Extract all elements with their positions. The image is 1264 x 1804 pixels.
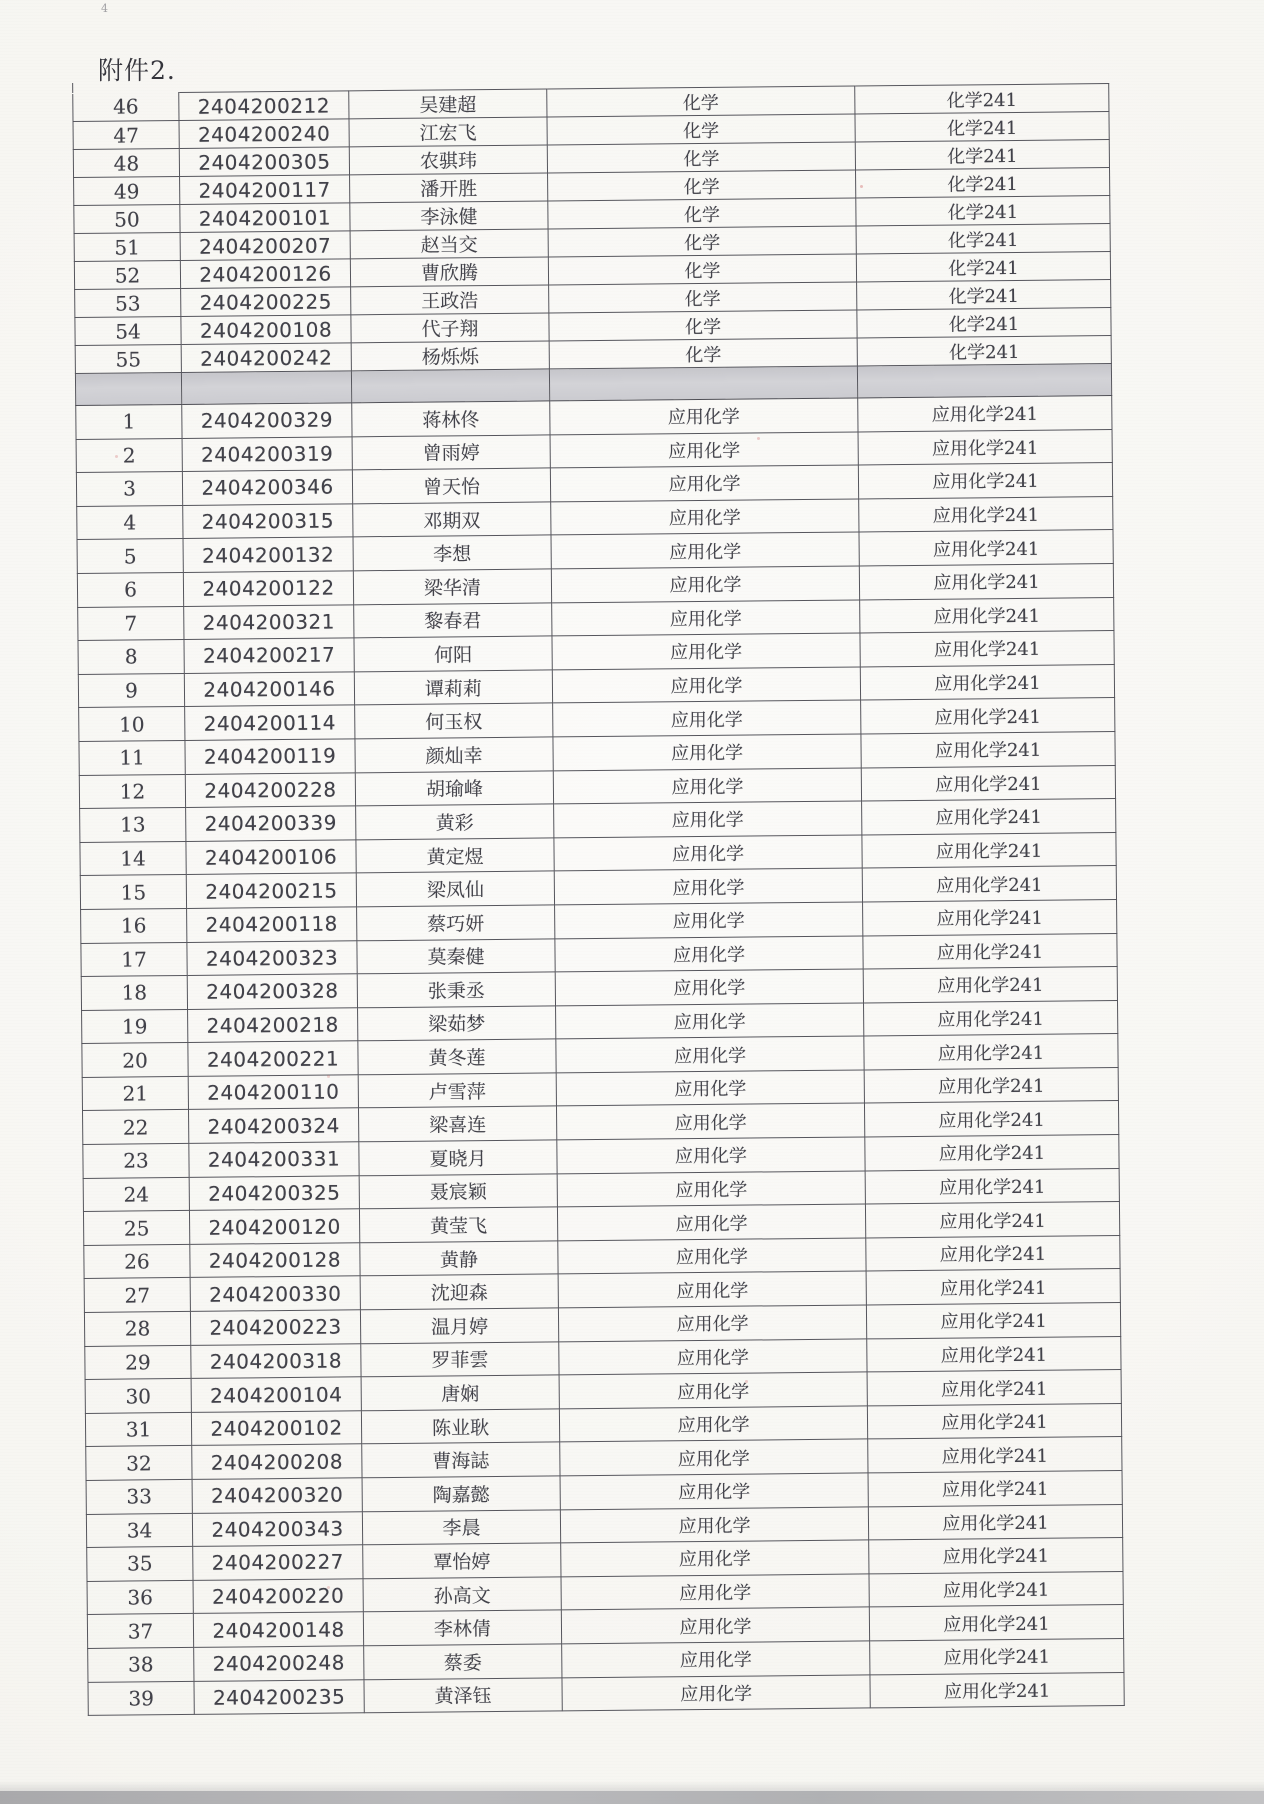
row-number-cell: 33 bbox=[86, 1479, 192, 1514]
major-cell: 应用化学 bbox=[556, 1036, 864, 1073]
class-cell: 化学241 bbox=[856, 168, 1110, 198]
name-cell: 莫秦健 bbox=[357, 938, 555, 973]
student-id-cell: 2404200208 bbox=[192, 1444, 362, 1479]
major-cell: 应用化学 bbox=[559, 1339, 867, 1376]
row-number-cell: 7 bbox=[78, 606, 184, 641]
major-cell: 应用化学 bbox=[553, 700, 861, 737]
class-cell: 应用化学241 bbox=[858, 463, 1112, 499]
major-cell: 化学 bbox=[549, 310, 857, 341]
name-cell: 沈迎森 bbox=[360, 1274, 558, 1309]
name-cell: 黄彩 bbox=[356, 804, 554, 839]
row-number-cell: 27 bbox=[84, 1278, 190, 1313]
separator-cell bbox=[181, 371, 351, 405]
major-cell: 应用化学 bbox=[556, 1103, 864, 1140]
row-number-cell: 12 bbox=[79, 774, 185, 809]
row-number-cell: 39 bbox=[88, 1681, 194, 1716]
student-id-cell: 2404200220 bbox=[193, 1579, 363, 1614]
row-number-cell: 46 bbox=[73, 92, 179, 121]
row-number-cell: 22 bbox=[83, 1110, 189, 1145]
student-id-cell: 2404200328 bbox=[187, 974, 357, 1009]
class-cell: 应用化学241 bbox=[864, 1101, 1118, 1137]
major-cell: 应用化学 bbox=[553, 767, 861, 804]
student-id-cell: 2404200242 bbox=[181, 343, 351, 373]
name-cell: 赵当交 bbox=[350, 229, 548, 259]
row-number-cell: 37 bbox=[87, 1614, 193, 1649]
separator-cell bbox=[75, 372, 181, 405]
class-cell: 应用化学241 bbox=[867, 1336, 1121, 1372]
major-cell: 应用化学 bbox=[552, 600, 860, 637]
student-id-cell: 2404200227 bbox=[193, 1545, 363, 1580]
row-number-cell: 38 bbox=[88, 1647, 194, 1682]
major-cell: 应用化学 bbox=[552, 633, 860, 670]
row-number-cell: 18 bbox=[81, 976, 187, 1011]
class-cell: 化学241 bbox=[855, 140, 1109, 170]
name-cell: 梁凤仙 bbox=[356, 871, 554, 906]
separator-cell bbox=[351, 369, 549, 403]
row-number-cell: 28 bbox=[84, 1311, 190, 1346]
major-cell: 应用化学 bbox=[551, 532, 859, 569]
major-cell: 应用化学 bbox=[560, 1473, 868, 1510]
name-cell: 蔡巧妍 bbox=[357, 905, 555, 940]
class-cell: 应用化学241 bbox=[858, 429, 1112, 465]
student-id-cell: 2404200212 bbox=[179, 91, 349, 121]
major-cell: 应用化学 bbox=[551, 499, 859, 536]
row-number-cell: 15 bbox=[80, 875, 186, 910]
student-id-cell: 2404200106 bbox=[186, 840, 356, 875]
student-id-cell: 2404200221 bbox=[188, 1041, 358, 1076]
name-cell: 农骐玮 bbox=[349, 145, 547, 175]
name-cell: 陈业耿 bbox=[361, 1409, 559, 1444]
class-cell: 应用化学241 bbox=[859, 530, 1113, 566]
student-id-cell: 2404200218 bbox=[188, 1008, 358, 1043]
table-left-border-stub bbox=[72, 83, 73, 93]
name-cell: 颜灿幸 bbox=[355, 737, 553, 772]
class-cell: 应用化学241 bbox=[859, 564, 1113, 600]
name-cell: 黄冬莲 bbox=[358, 1039, 556, 1074]
row-number-cell: 16 bbox=[81, 908, 187, 943]
scan-top-artifact: 4 bbox=[101, 2, 108, 15]
row-number-cell: 9 bbox=[78, 673, 184, 708]
row-number-cell: 3 bbox=[76, 472, 182, 507]
name-cell: 李泳健 bbox=[350, 201, 548, 231]
major-cell: 化学 bbox=[549, 338, 857, 369]
major-cell: 应用化学 bbox=[562, 1674, 870, 1711]
row-number-cell: 54 bbox=[75, 316, 181, 345]
student-id-cell: 2404200128 bbox=[190, 1243, 360, 1278]
class-cell: 应用化学241 bbox=[869, 1538, 1123, 1574]
major-cell: 化学 bbox=[548, 254, 856, 285]
major-cell: 应用化学 bbox=[553, 734, 861, 771]
name-cell: 黄泽钰 bbox=[364, 1677, 562, 1712]
student-id-cell: 2404200323 bbox=[187, 940, 357, 975]
name-cell: 夏晓月 bbox=[359, 1140, 557, 1175]
major-cell: 应用化学 bbox=[555, 935, 863, 972]
scan-speckle-artifacts bbox=[860, 185, 863, 188]
class-cell: 应用化学241 bbox=[867, 1370, 1121, 1406]
major-cell: 化学 bbox=[549, 282, 857, 313]
student-id-cell: 2404200324 bbox=[189, 1108, 359, 1143]
class-cell: 化学241 bbox=[855, 84, 1109, 114]
scan-edge-artifact bbox=[0, 1791, 1264, 1804]
class-cell: 化学241 bbox=[857, 336, 1111, 366]
row-number-cell: 29 bbox=[85, 1345, 191, 1380]
major-cell: 应用化学 bbox=[562, 1641, 870, 1678]
row-number-cell: 49 bbox=[74, 176, 180, 205]
name-cell: 张秉丞 bbox=[357, 972, 555, 1007]
name-cell: 蔡委 bbox=[364, 1644, 562, 1679]
student-id-cell: 2404200331 bbox=[189, 1142, 359, 1177]
student-id-cell: 2404200122 bbox=[183, 571, 353, 606]
class-cell: 应用化学241 bbox=[861, 698, 1115, 734]
student-id-cell: 2404200108 bbox=[181, 315, 351, 345]
major-cell: 应用化学 bbox=[550, 432, 858, 469]
student-roster-table-container bbox=[72, 83, 1124, 1716]
name-cell: 梁茹梦 bbox=[358, 1006, 556, 1041]
student-id-cell: 2404200240 bbox=[179, 119, 349, 149]
row-number-cell: 25 bbox=[83, 1211, 189, 1246]
class-cell: 应用化学241 bbox=[860, 664, 1114, 700]
row-number-cell: 52 bbox=[74, 260, 180, 289]
major-cell: 应用化学 bbox=[555, 969, 863, 1006]
row-number-cell: 1 bbox=[76, 404, 182, 439]
name-cell: 聂宸颖 bbox=[359, 1174, 557, 1209]
student-id-cell: 2404200305 bbox=[179, 147, 349, 177]
name-cell: 何玉权 bbox=[355, 703, 553, 738]
major-cell: 应用化学 bbox=[557, 1204, 865, 1241]
name-cell: 潘开胜 bbox=[350, 173, 548, 203]
student-id-cell: 2404200126 bbox=[180, 259, 350, 289]
row-number-cell: 53 bbox=[75, 288, 181, 317]
row-number-cell: 55 bbox=[75, 344, 181, 373]
student-id-cell: 2404200315 bbox=[183, 504, 353, 539]
major-cell: 应用化学 bbox=[558, 1271, 866, 1308]
major-cell: 应用化学 bbox=[558, 1238, 866, 1275]
name-cell: 唐娴 bbox=[361, 1375, 559, 1410]
major-cell: 应用化学 bbox=[550, 398, 858, 435]
name-cell: 曾天怡 bbox=[352, 468, 550, 503]
row-number-cell: 14 bbox=[80, 841, 186, 876]
class-cell: 应用化学241 bbox=[863, 933, 1117, 969]
major-cell: 应用化学 bbox=[558, 1305, 866, 1342]
major-cell: 应用化学 bbox=[550, 465, 858, 502]
student-id-cell: 2404200321 bbox=[184, 604, 354, 639]
major-cell: 应用化学 bbox=[561, 1540, 869, 1577]
student-id-cell: 2404200319 bbox=[182, 436, 352, 471]
major-cell: 应用化学 bbox=[554, 835, 862, 872]
class-cell: 应用化学241 bbox=[866, 1269, 1120, 1305]
name-cell: 罗菲雲 bbox=[361, 1342, 559, 1377]
student-id-cell: 2404200118 bbox=[187, 907, 357, 942]
student-id-cell: 2404200119 bbox=[185, 739, 355, 774]
class-cell: 应用化学241 bbox=[864, 1000, 1118, 1036]
student-id-cell: 2404200146 bbox=[184, 672, 354, 707]
class-cell: 应用化学241 bbox=[860, 597, 1114, 633]
name-cell: 蒋林佟 bbox=[352, 401, 550, 436]
name-cell: 覃怡婷 bbox=[363, 1543, 561, 1578]
name-cell: 李想 bbox=[353, 535, 551, 570]
scan-edge-shadow bbox=[0, 1781, 1264, 1791]
class-cell: 应用化学241 bbox=[869, 1571, 1123, 1607]
class-cell: 应用化学241 bbox=[862, 799, 1116, 835]
major-cell: 应用化学 bbox=[560, 1439, 868, 1476]
class-cell: 应用化学241 bbox=[861, 731, 1115, 767]
major-cell: 应用化学 bbox=[555, 902, 863, 939]
row-number-cell: 6 bbox=[77, 572, 183, 607]
major-cell: 应用化学 bbox=[551, 566, 859, 603]
major-cell: 化学 bbox=[547, 86, 855, 117]
student-id-cell: 2404200343 bbox=[192, 1511, 362, 1546]
name-cell: 卢雪萍 bbox=[358, 1073, 556, 1108]
row-number-cell: 8 bbox=[78, 640, 184, 675]
major-cell: 化学 bbox=[548, 198, 856, 229]
student-id-cell: 2404200101 bbox=[180, 203, 350, 233]
attachment-label: 附件2. bbox=[98, 56, 176, 85]
major-cell: 应用化学 bbox=[559, 1406, 867, 1443]
name-cell: 何阳 bbox=[354, 636, 552, 671]
name-cell: 黄定煜 bbox=[356, 838, 554, 873]
class-cell: 化学241 bbox=[857, 280, 1111, 310]
separator-cell bbox=[549, 366, 857, 401]
major-cell: 化学 bbox=[548, 170, 856, 201]
student-id-cell: 2404200235 bbox=[194, 1679, 364, 1714]
class-cell: 应用化学241 bbox=[865, 1135, 1119, 1171]
row-number-cell: 19 bbox=[82, 1009, 188, 1044]
student-id-cell: 2404200339 bbox=[186, 806, 356, 841]
class-cell: 应用化学241 bbox=[863, 899, 1117, 935]
separator-cell bbox=[857, 364, 1111, 398]
major-cell: 应用化学 bbox=[557, 1171, 865, 1208]
class-cell: 化学241 bbox=[856, 196, 1110, 226]
class-cell: 应用化学241 bbox=[868, 1504, 1122, 1540]
class-cell: 化学241 bbox=[856, 252, 1110, 282]
student-id-cell: 2404200329 bbox=[182, 403, 352, 438]
student-id-cell: 2404200318 bbox=[191, 1343, 361, 1378]
class-cell: 应用化学241 bbox=[870, 1638, 1124, 1674]
student-id-cell: 2404200223 bbox=[190, 1310, 360, 1345]
student-id-cell: 2404200228 bbox=[185, 772, 355, 807]
student-roster-table bbox=[72, 83, 1125, 1716]
row-number-cell: 2 bbox=[76, 438, 182, 473]
row-number-cell: 20 bbox=[82, 1043, 188, 1078]
row-number-cell: 31 bbox=[85, 1412, 191, 1447]
name-cell: 温月婷 bbox=[360, 1308, 558, 1343]
major-cell: 应用化学 bbox=[552, 667, 860, 704]
name-cell: 李晨 bbox=[362, 1509, 560, 1544]
row-number-cell: 13 bbox=[80, 808, 186, 843]
class-cell: 应用化学241 bbox=[861, 765, 1115, 801]
class-cell: 应用化学241 bbox=[869, 1605, 1123, 1641]
name-cell: 陶嘉懿 bbox=[362, 1476, 560, 1511]
name-cell: 孙高文 bbox=[363, 1577, 561, 1612]
row-number-cell: 47 bbox=[73, 120, 179, 149]
student-id-cell: 2404200215 bbox=[186, 873, 356, 908]
class-cell: 应用化学241 bbox=[862, 866, 1116, 902]
major-cell: 应用化学 bbox=[554, 801, 862, 838]
class-cell: 应用化学241 bbox=[864, 1067, 1118, 1103]
class-cell: 应用化学241 bbox=[860, 631, 1114, 667]
major-cell: 应用化学 bbox=[556, 1003, 864, 1040]
class-cell: 化学241 bbox=[857, 308, 1111, 338]
row-number-cell: 34 bbox=[86, 1513, 192, 1548]
student-id-cell: 2404200102 bbox=[191, 1411, 361, 1446]
major-cell: 应用化学 bbox=[554, 868, 862, 905]
major-cell: 化学 bbox=[547, 142, 855, 173]
class-cell: 应用化学241 bbox=[867, 1403, 1121, 1439]
major-cell: 应用化学 bbox=[556, 1070, 864, 1107]
class-cell: 应用化学241 bbox=[858, 396, 1112, 432]
name-cell: 黄莹飞 bbox=[359, 1207, 557, 1242]
class-cell: 应用化学241 bbox=[866, 1303, 1120, 1339]
class-cell: 应用化学241 bbox=[863, 967, 1117, 1003]
student-id-cell: 2404200325 bbox=[189, 1175, 359, 1210]
row-number-cell: 36 bbox=[87, 1580, 193, 1615]
class-cell: 应用化学241 bbox=[864, 1034, 1118, 1070]
name-cell: 胡瑜峰 bbox=[355, 770, 553, 805]
row-number-cell: 21 bbox=[82, 1076, 188, 1111]
row-number-cell: 11 bbox=[79, 740, 185, 775]
name-cell: 梁喜连 bbox=[358, 1106, 556, 1141]
major-cell: 应用化学 bbox=[560, 1507, 868, 1544]
row-number-cell: 5 bbox=[77, 539, 183, 574]
student-id-cell: 2404200330 bbox=[190, 1276, 360, 1311]
name-cell: 黄静 bbox=[360, 1241, 558, 1276]
major-cell: 应用化学 bbox=[561, 1607, 869, 1644]
row-number-cell: 4 bbox=[77, 505, 183, 540]
student-id-cell: 2404200104 bbox=[191, 1377, 361, 1412]
row-number-cell: 30 bbox=[85, 1379, 191, 1414]
name-cell: 曹欣腾 bbox=[350, 257, 548, 287]
class-cell: 应用化学241 bbox=[868, 1470, 1122, 1506]
class-cell: 应用化学241 bbox=[865, 1202, 1119, 1238]
student-id-cell: 2404200117 bbox=[180, 175, 350, 205]
name-cell: 江宏飞 bbox=[349, 117, 547, 147]
name-cell: 邓期双 bbox=[353, 502, 551, 537]
class-cell: 应用化学241 bbox=[868, 1437, 1122, 1473]
row-number-cell: 35 bbox=[87, 1547, 193, 1582]
name-cell: 李林倩 bbox=[363, 1610, 561, 1645]
row-number-cell: 50 bbox=[74, 204, 180, 233]
student-id-cell: 2404200346 bbox=[182, 470, 352, 505]
student-id-cell: 2404200320 bbox=[192, 1478, 362, 1513]
student-id-cell: 2404200120 bbox=[189, 1209, 359, 1244]
name-cell: 曹海誌 bbox=[362, 1442, 560, 1477]
name-cell: 吴建超 bbox=[349, 89, 547, 119]
name-cell: 谭莉莉 bbox=[354, 670, 552, 705]
name-cell: 黎春君 bbox=[354, 602, 552, 637]
student-id-cell: 2404200225 bbox=[181, 287, 351, 317]
class-cell: 应用化学241 bbox=[865, 1168, 1119, 1204]
row-number-cell: 24 bbox=[83, 1177, 189, 1212]
student-id-cell: 2404200217 bbox=[184, 638, 354, 673]
class-cell: 应用化学241 bbox=[866, 1235, 1120, 1271]
student-id-cell: 2404200132 bbox=[183, 537, 353, 572]
major-cell: 化学 bbox=[548, 226, 856, 257]
major-cell: 化学 bbox=[547, 114, 855, 145]
name-cell: 杨烁烁 bbox=[351, 341, 549, 371]
name-cell: 王政浩 bbox=[351, 285, 549, 315]
student-id-cell: 2404200148 bbox=[193, 1612, 363, 1647]
name-cell: 梁华清 bbox=[353, 569, 551, 604]
row-number-cell: 32 bbox=[86, 1446, 192, 1481]
name-cell: 代子翔 bbox=[351, 313, 549, 343]
student-id-cell: 2404200114 bbox=[185, 705, 355, 740]
row-number-cell: 26 bbox=[84, 1244, 190, 1279]
row-number-cell: 17 bbox=[81, 942, 187, 977]
name-cell: 曾雨婷 bbox=[352, 435, 550, 470]
row-number-cell: 23 bbox=[83, 1144, 189, 1179]
student-id-cell: 2404200110 bbox=[188, 1075, 358, 1110]
class-cell: 应用化学241 bbox=[862, 832, 1116, 868]
row-number-cell: 51 bbox=[74, 232, 180, 261]
class-cell: 化学241 bbox=[855, 112, 1109, 142]
student-id-cell: 2404200207 bbox=[180, 231, 350, 261]
major-cell: 应用化学 bbox=[559, 1372, 867, 1409]
class-cell: 化学241 bbox=[856, 224, 1110, 254]
class-cell: 应用化学241 bbox=[859, 496, 1113, 532]
major-cell: 应用化学 bbox=[561, 1574, 869, 1611]
student-id-cell: 2404200248 bbox=[194, 1646, 364, 1681]
class-cell: 应用化学241 bbox=[870, 1672, 1124, 1708]
major-cell: 应用化学 bbox=[557, 1137, 865, 1174]
student-table-body bbox=[73, 84, 1125, 1716]
row-number-cell: 48 bbox=[73, 148, 179, 177]
row-number-cell: 10 bbox=[79, 707, 185, 742]
